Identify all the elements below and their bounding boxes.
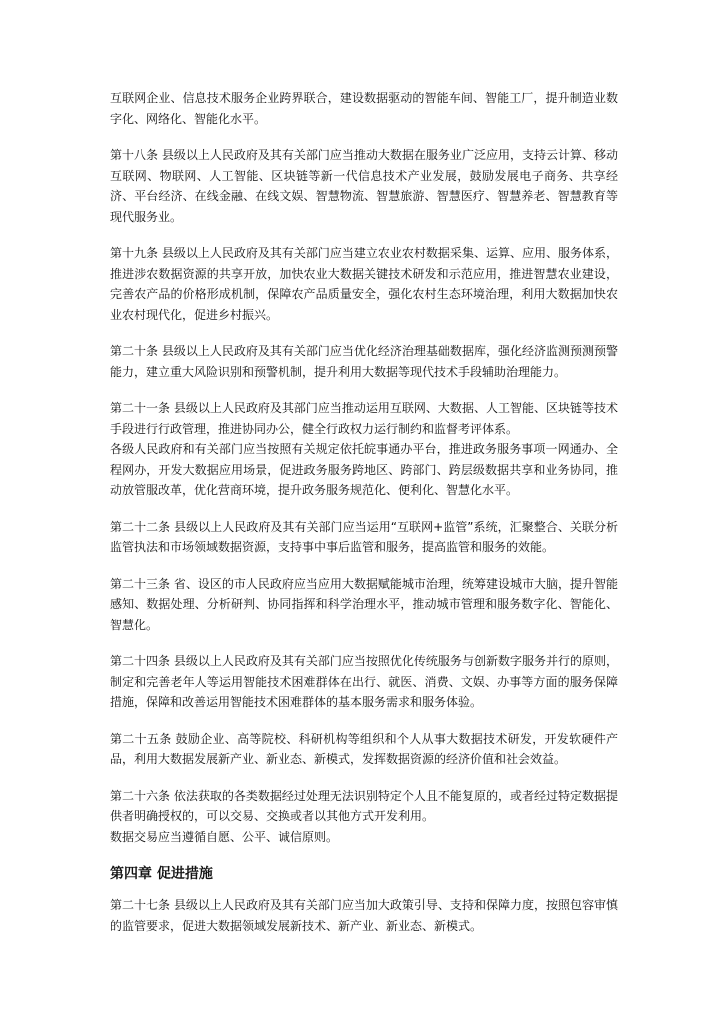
document-page bbox=[110, 88, 618, 936]
article-26: 第二十六条 依法获取的各类数据经过处理无法识别特定个人且不能复原的，或者经过特定数据提供者明确授权的，可以交易、交换或者以其他方式开发利用。 bbox=[110, 788, 618, 823]
article-24: 第二十四条 县级以上人民政府及其有关部门应当按照优化传统服务与创新数字服务并行的原则，制定和完善老年人等运用智能技术困难群体在出行、就医、消费、文娱、办事等方面的服务保障措施，保障和改善运用智能技术困难群体的基本服务需求和服务体验。 bbox=[110, 654, 618, 709]
article-22: 第二十二条 县级以上人民政府及其有关部门应当运用“互联网+监管”系统，汇聚整合、关联分析监管执法和市场领域数据资源，支持事中事后监管和服务，提高监管和服务的效能。 bbox=[110, 519, 618, 554]
article-26-paragraph-2: 数据交易应当遵循自愿、公平、诚信原则。 bbox=[110, 829, 339, 844]
article-21-paragraph-2: 各级人民政府和有关部门应当按照有关规定依托皖事通办平台，推进政务服务事项一网通办、全程网办，开发大数据应用场景，促进政务服务跨地区、跨部门、跨层级数据共享和业务协同，推动放管服改革，优化营商环境，提升政务服务规范化、便利化、智慧化水平。 bbox=[110, 442, 618, 497]
article-19: 第十九条 县级以上人民政府及其有关部门应当建立农业农村数据采集、运算、应用、服务体系，推进涉农数据资源的共享开放，加快农业大数据关键技术研发和示范应用，推进智慧农业建设，完善农产品的价格形成机制，保障农产品质量安全，强化农村生态环境治理，利用大数据加快农业农村现代化，促进乡村振兴。 bbox=[110, 246, 618, 322]
article-27: 第二十七条 县级以上人民政府及其有关部门应当加大政策引导、支持和保障力度，按照包容审慎的监管要求，促进大数据领域发展新技术、新产业、新业态、新模式。 bbox=[110, 898, 618, 933]
article-23: 第二十三条 省、设区的市人民政府应当应用大数据赋能城市治理，统筹建设城市大脑，提升智能感知、数据处理、分析研判、协同指挥和科学治理水平，推动城市管理和服务数字化、智能化、智慧化。 bbox=[110, 576, 618, 632]
paragraph-industry-continuation: 互联网企业、信息技术服务企业跨界联合，建设数据驱动的智能车间、智能工厂，提升制造业数字化、网络化、智能化水平。 bbox=[110, 91, 618, 126]
article-25: 第二十五条 鼓励企业、高等院校、科研机构等组织和个人从事大数据技术研发，开发软硬件产品，利用大数据发展新产业、新业态、新模式，发挥数据资源的经济价值和社会效益。 bbox=[110, 731, 618, 766]
article-18: 第十八条 县级以上人民政府及其有关部门应当推动大数据在服务业广泛应用，支持云计算、移动互联网、物联网、人工智能、区块链等新一代信息技术产业发展，鼓励发展电子商务、共享经济、平台经济、在线金融、在线文娱、智慧物流、智慧旅游、智慧医疗、智慧养老、智慧教育等现代服务业。 bbox=[110, 148, 618, 224]
article-21: 第二十一条 县级以上人民政府及其部门应当推动运用互联网、大数据、人工智能、区块链等技术手段进行行政管理，推进协同办公，健全行政权力运行制约和监督考评体系。 bbox=[110, 401, 618, 436]
chapter-heading: 第四章 促进措施 bbox=[110, 866, 213, 882]
article-20: 第二十条 县级以上人民政府及其有关部门应当优化经济治理基础数据库，强化经济监测预测预警能力，建立重大风险识别和预警机制，提升利用大数据等现代技术手段辅助治理能力。 bbox=[110, 344, 618, 379]
